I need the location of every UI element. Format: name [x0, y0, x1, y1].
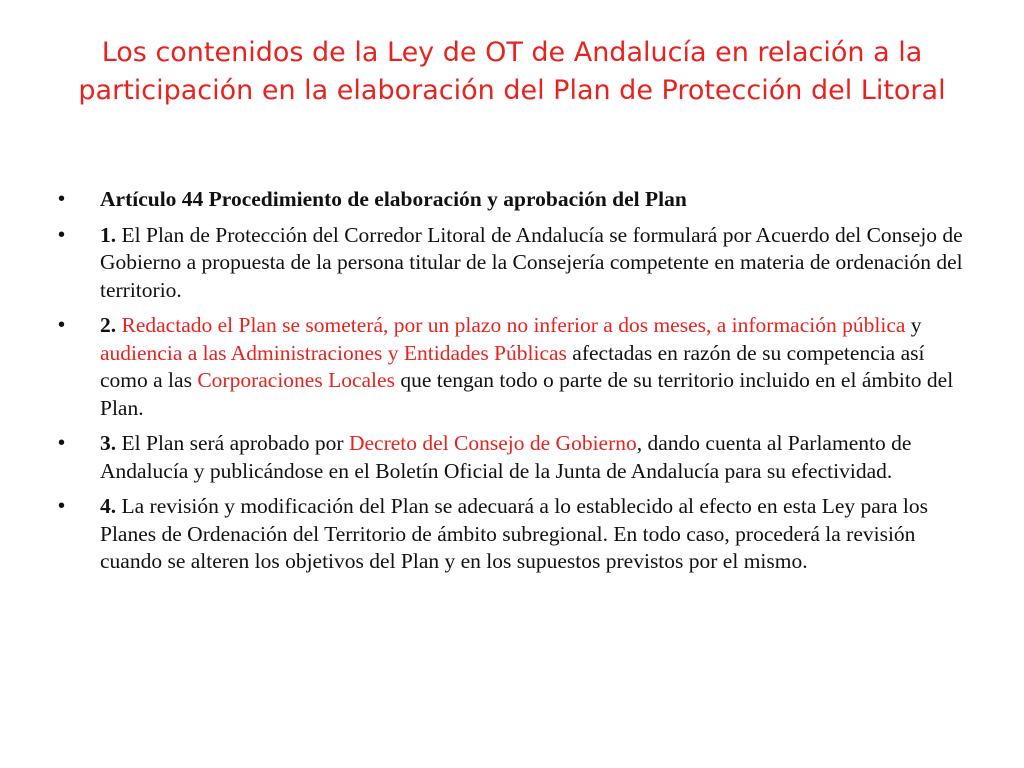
highlight-text: Corporaciones Locales: [197, 368, 395, 392]
point-text: La revisión y modificación del Plan se adecuará a lo establecido al efecto en esta Ley para los Planes de Ordenación del Territorio de ámbito subregional. En todo caso, procederá la revisión cuando se alteren los objetivos del Plan y en los supuestos previstos por el mismo.: [100, 494, 929, 573]
bullet-icon: •: [58, 188, 66, 210]
highlight-text: Redactado el Plan se someterá, por un plazo no inferior a dos meses, a información pública: [116, 313, 906, 337]
point-text: , dando cuenta al Parlamento de Andalucía y publicándose en el Boletín Oficial de la Junta de Andalucía para su efectividad.: [100, 431, 912, 483]
bullet-icon: •: [58, 432, 66, 454]
bullet-point-3: [58, 430, 968, 485]
point-text: y: [905, 313, 922, 337]
point-number: 4.: [100, 494, 117, 518]
point-text: El Plan de Protección del Corredor Litoral de Andalucía se formulará por Acuerdo del Consejo de Gobierno a propuesta de la persona titular de la Consejería competente en materia de ordenación del territorio.: [100, 222, 963, 302]
article-heading: Artículo 44 Procedimiento de elaboración y aprobación del Plan: [100, 187, 687, 211]
slide-title: Los contenidos de la Ley de OT de Andalucía en relación a la participación en la elaboración del Plan de Protección del Litoral: [78, 37, 946, 106]
bullet-point-1: [58, 222, 968, 305]
bullet-icon: •: [58, 495, 66, 517]
bullet-list: [58, 186, 968, 584]
bullet-icon: •: [58, 223, 66, 246]
point-number: 1.: [100, 222, 117, 247]
bullet-point-4: [58, 493, 968, 576]
highlight-text: Decreto del Consejo de Gobierno: [348, 431, 637, 455]
point-number: 3.: [100, 431, 117, 455]
bullet-article-heading: [58, 186, 968, 214]
point-text: que tengan todo o parte de su territorio incluido en el ámbito del Plan.: [100, 368, 954, 420]
highlight-text: audiencia a las Administraciones y Entidades Públicas: [100, 340, 567, 365]
point-text: afectadas en razón de su competencia así como a las: [100, 340, 925, 392]
point-number: 2.: [100, 313, 117, 337]
bullet-point-2: [58, 312, 968, 422]
bullet-icon: •: [58, 314, 66, 336]
point-text: El Plan será aprobado por: [116, 431, 349, 455]
